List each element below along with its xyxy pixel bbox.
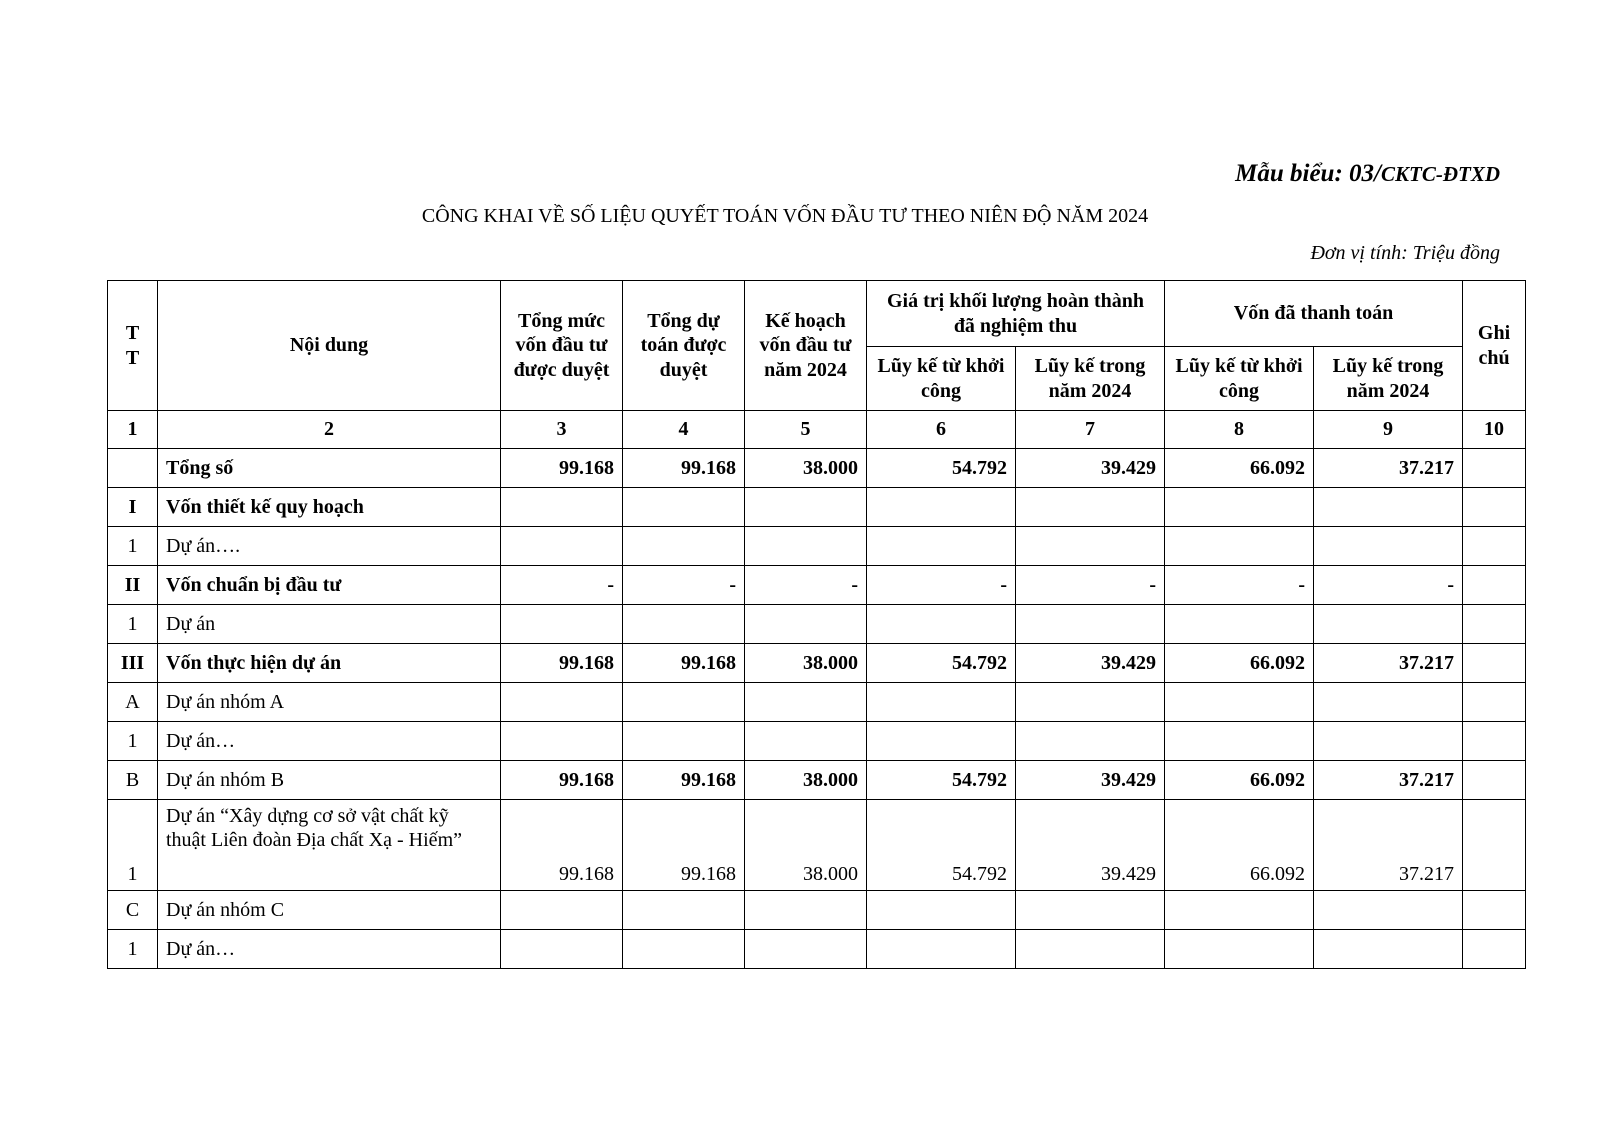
row-value	[1016, 527, 1165, 566]
column-number: 9	[1314, 411, 1463, 449]
row-value	[1016, 722, 1165, 761]
row-content: Dự án “Xây dựng cơ sở vật chất kỹ thuật Liên đoàn Địa chất Xạ - Hiếm”	[158, 800, 501, 891]
row-note	[1463, 527, 1526, 566]
row-value: -	[867, 566, 1016, 605]
column-number: 5	[745, 411, 867, 449]
row-value: 99.168	[623, 449, 745, 488]
row-value	[1314, 722, 1463, 761]
row-value: 38.000	[745, 449, 867, 488]
row-value	[1016, 930, 1165, 969]
row-note	[1463, 761, 1526, 800]
row-value: 37.217	[1314, 800, 1463, 891]
column-number: 8	[1165, 411, 1314, 449]
row-content: Vốn chuẩn bị đầu tư	[158, 566, 501, 605]
table-row	[108, 488, 1526, 527]
form-code-prefix: Mẫu biểu: 03/	[1235, 160, 1381, 187]
row-value	[1165, 722, 1314, 761]
row-index: C	[108, 891, 158, 930]
row-value: 37.217	[1314, 449, 1463, 488]
table-row	[108, 527, 1526, 566]
row-index: II	[108, 566, 158, 605]
header-content: Nội dung	[158, 281, 501, 411]
table-row	[108, 566, 1526, 605]
row-content: Dự án nhóm C	[158, 891, 501, 930]
row-value: 38.000	[745, 800, 867, 891]
row-value: 99.168	[623, 800, 745, 891]
row-value: 38.000	[745, 644, 867, 683]
row-value	[745, 605, 867, 644]
row-value: 39.429	[1016, 761, 1165, 800]
column-number: 1	[108, 411, 158, 449]
table-row	[108, 761, 1526, 800]
row-value	[1165, 683, 1314, 722]
row-value	[1314, 683, 1463, 722]
row-note	[1463, 722, 1526, 761]
row-value: 66.092	[1165, 449, 1314, 488]
row-value	[501, 722, 623, 761]
settlement-table	[107, 280, 1526, 969]
row-index: A	[108, 683, 158, 722]
row-value	[501, 891, 623, 930]
row-note	[1463, 891, 1526, 930]
table-row	[108, 644, 1526, 683]
row-content: Dự án nhóm A	[158, 683, 501, 722]
row-value	[501, 683, 623, 722]
row-index: I	[108, 488, 158, 527]
header-total-estimate: Tổng dự toán được duyệt	[623, 281, 745, 411]
row-value	[867, 605, 1016, 644]
row-value: 39.429	[1016, 644, 1165, 683]
header-accepted-cumulative-2024: Lũy kế trong năm 2024	[1016, 347, 1165, 411]
column-number: 3	[501, 411, 623, 449]
header-paid-group: Vốn đã thanh toán	[1165, 281, 1463, 347]
row-value	[1314, 605, 1463, 644]
row-value	[623, 930, 745, 969]
row-content: Vốn thực hiện dự án	[158, 644, 501, 683]
unit-note: Đơn vị tính: Triệu đồng	[1310, 242, 1500, 264]
row-index: 1	[108, 930, 158, 969]
row-value	[1165, 527, 1314, 566]
row-value: -	[501, 566, 623, 605]
row-value: 99.168	[501, 800, 623, 891]
row-content: Dự án	[158, 605, 501, 644]
row-content: Dự án…	[158, 930, 501, 969]
row-value	[867, 527, 1016, 566]
table-row	[108, 800, 1526, 891]
row-value	[745, 930, 867, 969]
row-index: 1	[108, 800, 158, 891]
row-value	[1165, 930, 1314, 969]
row-value	[623, 683, 745, 722]
document-title: CÔNG KHAI VỀ SỐ LIỆU QUYẾT TOÁN VỐN ĐẦU TƯ THEO NIÊN ĐỘ NĂM 2024	[421, 205, 1149, 227]
row-value	[1016, 488, 1165, 527]
row-value	[745, 683, 867, 722]
row-content: Vốn thiết kế quy hoạch	[158, 488, 501, 527]
row-value	[745, 891, 867, 930]
column-number: 4	[623, 411, 745, 449]
column-number: 7	[1016, 411, 1165, 449]
header-paid-cumulative-2024: Lũy kế trong năm 2024	[1314, 347, 1463, 411]
row-index: 1	[108, 527, 158, 566]
row-value: -	[1314, 566, 1463, 605]
row-value	[1016, 891, 1165, 930]
row-value: 99.168	[501, 449, 623, 488]
row-value	[1314, 930, 1463, 969]
column-number: 2	[158, 411, 501, 449]
row-value	[1165, 605, 1314, 644]
row-value: 54.792	[867, 644, 1016, 683]
row-value: -	[1165, 566, 1314, 605]
row-index: 1	[108, 722, 158, 761]
row-value: 38.000	[745, 761, 867, 800]
column-number: 6	[867, 411, 1016, 449]
row-note	[1463, 644, 1526, 683]
row-content: Tổng số	[158, 449, 501, 488]
row-value	[501, 605, 623, 644]
row-value: 37.217	[1314, 761, 1463, 800]
column-number-row	[108, 411, 1526, 449]
row-value	[745, 722, 867, 761]
row-index	[108, 449, 158, 488]
header-row-top	[108, 281, 1526, 347]
header-accepted-cumulative-start: Lũy kế từ khởi công	[867, 347, 1016, 411]
row-value	[867, 488, 1016, 527]
header-note: Ghi chú	[1463, 281, 1526, 411]
row-value: 99.168	[501, 761, 623, 800]
row-value	[1314, 488, 1463, 527]
header-total-investment: Tổng mức vốn đầu tư được duyệt	[501, 281, 623, 411]
row-value: 99.168	[623, 761, 745, 800]
row-content: Dự án…	[158, 722, 501, 761]
row-content: Dự án….	[158, 527, 501, 566]
row-index: 1	[108, 605, 158, 644]
row-value: 54.792	[867, 449, 1016, 488]
column-number: 10	[1463, 411, 1526, 449]
row-index: B	[108, 761, 158, 800]
header-tt: T T	[108, 281, 158, 411]
row-note	[1463, 930, 1526, 969]
row-value: 99.168	[501, 644, 623, 683]
row-note	[1463, 488, 1526, 527]
row-value	[1016, 683, 1165, 722]
row-value	[623, 488, 745, 527]
row-value: 66.092	[1165, 800, 1314, 891]
table-row	[108, 722, 1526, 761]
row-value	[501, 488, 623, 527]
row-value	[867, 891, 1016, 930]
row-value: 99.168	[623, 644, 745, 683]
row-value	[1314, 891, 1463, 930]
row-note	[1463, 800, 1526, 891]
row-content: Dự án nhóm B	[158, 761, 501, 800]
row-index: III	[108, 644, 158, 683]
row-note	[1463, 605, 1526, 644]
row-value	[623, 527, 745, 566]
row-value	[501, 527, 623, 566]
row-note	[1463, 566, 1526, 605]
row-value: 66.092	[1165, 761, 1314, 800]
row-value	[867, 930, 1016, 969]
row-value	[867, 722, 1016, 761]
row-note	[1463, 683, 1526, 722]
row-value: 54.792	[867, 761, 1016, 800]
form-code	[1235, 160, 1500, 188]
header-plan-2024: Kế hoạch vốn đầu tư năm 2024	[745, 281, 867, 411]
row-note	[1463, 449, 1526, 488]
row-value	[1314, 527, 1463, 566]
row-value: -	[745, 566, 867, 605]
row-value	[1165, 891, 1314, 930]
row-value: 39.429	[1016, 800, 1165, 891]
form-code-suffix: CKTC-ĐTXD	[1380, 162, 1500, 186]
row-value	[867, 683, 1016, 722]
row-value	[501, 930, 623, 969]
row-value	[1016, 605, 1165, 644]
row-value: 37.217	[1314, 644, 1463, 683]
table-row	[108, 449, 1526, 488]
table-row	[108, 891, 1526, 930]
row-value	[745, 488, 867, 527]
row-value: 54.792	[867, 800, 1016, 891]
row-value: -	[1016, 566, 1165, 605]
row-value	[623, 605, 745, 644]
header-paid-cumulative-start: Lũy kế từ khởi công	[1165, 347, 1314, 411]
row-value: -	[623, 566, 745, 605]
table-row	[108, 930, 1526, 969]
row-value	[745, 527, 867, 566]
table-row	[108, 683, 1526, 722]
header-accepted-group: Giá trị khối lượng hoàn thành đã nghiệm thu	[867, 281, 1165, 347]
row-value: 66.092	[1165, 644, 1314, 683]
row-value	[623, 891, 745, 930]
row-value	[623, 722, 745, 761]
table-row	[108, 605, 1526, 644]
row-value: 39.429	[1016, 449, 1165, 488]
row-value	[1165, 488, 1314, 527]
